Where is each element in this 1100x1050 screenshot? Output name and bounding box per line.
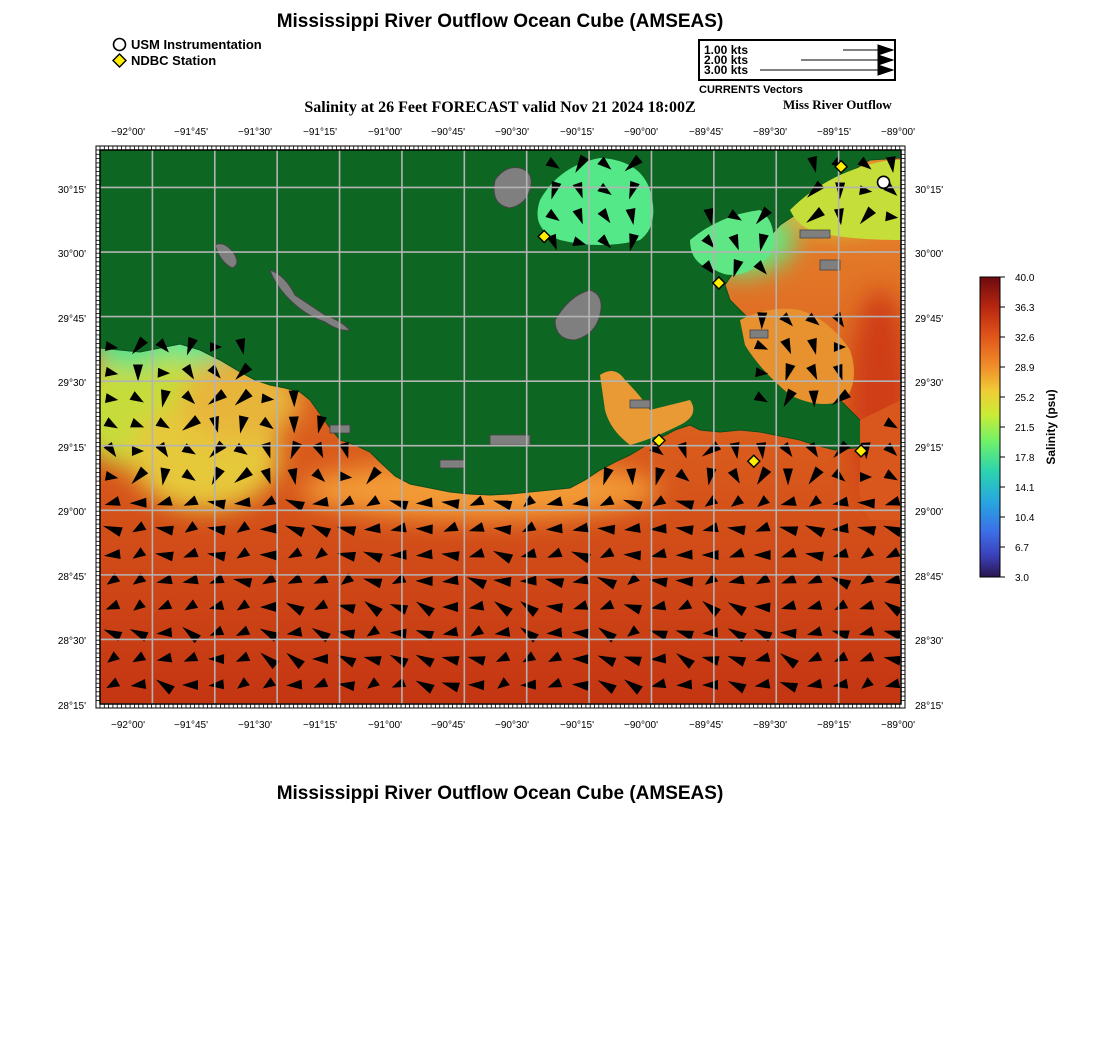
lon-label-bottom: −90°45' bbox=[431, 720, 465, 731]
legend-ndbc-label: NDBC Station bbox=[131, 53, 217, 68]
lat-label-left: 29°15' bbox=[57, 443, 86, 454]
colorbar-tick: 36.3 bbox=[1015, 303, 1035, 314]
lat-label-right: 28°30' bbox=[915, 636, 944, 647]
lat-label-left: 29°45' bbox=[57, 314, 86, 325]
colorbar-tick: 14.1 bbox=[1015, 483, 1035, 494]
region-label: Miss River Outflow bbox=[783, 97, 892, 112]
lat-label-right: 30°00' bbox=[915, 249, 944, 260]
lat-label-right: 28°45' bbox=[915, 572, 944, 583]
lat-label-left: 28°45' bbox=[57, 572, 86, 583]
lon-label-top: −91°30' bbox=[238, 127, 272, 138]
colorbar-tick: 25.2 bbox=[1015, 393, 1035, 404]
lat-labels-right bbox=[915, 185, 943, 712]
lon-label-bottom: −89°45' bbox=[689, 720, 723, 731]
lon-label-top: −89°30' bbox=[753, 127, 787, 138]
colorbar-tick: 32.6 bbox=[1015, 333, 1035, 344]
lon-label-top: −92°00' bbox=[111, 127, 145, 138]
lon-label-top: −90°15' bbox=[560, 127, 594, 138]
colorbar-tick: 10.4 bbox=[1015, 513, 1035, 524]
colorbar-tick: 17.8 bbox=[1015, 453, 1035, 464]
lon-label-top: −91°00' bbox=[368, 127, 402, 138]
lat-label-left: 29°30' bbox=[57, 378, 86, 389]
lat-label-left: 28°15' bbox=[57, 701, 86, 712]
legend-usm-label: USM Instrumentation bbox=[131, 37, 262, 52]
lon-label-bottom: −91°00' bbox=[368, 720, 402, 731]
vector-key-row-3: 3.00 kts bbox=[704, 63, 749, 77]
lon-label-bottom: −89°30' bbox=[753, 720, 787, 731]
lon-label-bottom: −91°30' bbox=[238, 720, 272, 731]
colorbar-tick: 3.0 bbox=[1015, 573, 1029, 584]
vector-key-row-2: 2.00 kts bbox=[704, 53, 749, 67]
lon-label-top: −90°45' bbox=[431, 127, 465, 138]
lon-label-bottom: −90°15' bbox=[560, 720, 594, 731]
lon-label-bottom: −91°45' bbox=[174, 720, 208, 731]
lat-label-left: 28°30' bbox=[57, 636, 86, 647]
lat-label-right: 29°30' bbox=[915, 378, 944, 389]
lon-label-top: −89°15' bbox=[817, 127, 851, 138]
lat-label-right: 30°15' bbox=[915, 185, 944, 196]
lon-label-bottom: −92°00' bbox=[111, 720, 145, 731]
lat-label-right: 29°00' bbox=[915, 507, 944, 518]
lon-label-top: −91°15' bbox=[303, 127, 337, 138]
lon-label-bottom: −90°30' bbox=[495, 720, 529, 731]
colorbar bbox=[980, 277, 1000, 577]
vector-key-row-1: 1.00 kts bbox=[704, 43, 749, 57]
map-body bbox=[70, 150, 910, 704]
colorbar-tick-marks bbox=[1000, 277, 1005, 577]
lon-labels-bottom bbox=[111, 720, 915, 731]
lon-label-top: −90°30' bbox=[495, 127, 529, 138]
footer-title: Mississippi River Outflow Ocean Cube (AMSEAS) bbox=[276, 783, 724, 804]
lon-label-top: −89°00' bbox=[881, 127, 915, 138]
colorbar-ticks bbox=[1015, 273, 1035, 584]
lon-label-bottom: −91°15' bbox=[303, 720, 337, 731]
colorbar-label: Salinity (psu) bbox=[1044, 389, 1058, 465]
colorbar-tick: 6.7 bbox=[1015, 543, 1029, 554]
colorbar-tick: 40.0 bbox=[1015, 273, 1035, 284]
lat-label-right: 29°45' bbox=[915, 314, 944, 325]
lat-label-right: 29°15' bbox=[915, 443, 944, 454]
lat-labels-left bbox=[58, 185, 86, 712]
lon-label-top: −89°45' bbox=[689, 127, 723, 138]
colorbar-tick: 21.5 bbox=[1015, 423, 1035, 434]
lon-labels-top bbox=[111, 127, 915, 138]
lat-label-left: 30°00' bbox=[57, 249, 86, 260]
page-title: Mississippi River Outflow Ocean Cube (AMSEAS) bbox=[276, 11, 724, 32]
lon-label-top: −90°00' bbox=[624, 127, 658, 138]
lon-label-top: −91°45' bbox=[174, 127, 208, 138]
vector-key-caption: CURRENTS Vectors bbox=[699, 84, 803, 96]
lon-label-bottom: −89°00' bbox=[881, 720, 915, 731]
lat-label-left: 29°00' bbox=[57, 507, 86, 518]
lon-label-bottom: −89°15' bbox=[817, 720, 851, 731]
colorbar-tick: 28.9 bbox=[1015, 363, 1035, 374]
lat-label-left: 30°15' bbox=[57, 185, 86, 196]
usm-station-marker bbox=[878, 176, 890, 188]
map-subtitle: Salinity at 26 Feet FORECAST valid Nov 21 2024 18:00Z bbox=[304, 99, 696, 116]
lat-label-right: 28°15' bbox=[915, 701, 944, 712]
lon-label-bottom: −90°00' bbox=[624, 720, 658, 731]
